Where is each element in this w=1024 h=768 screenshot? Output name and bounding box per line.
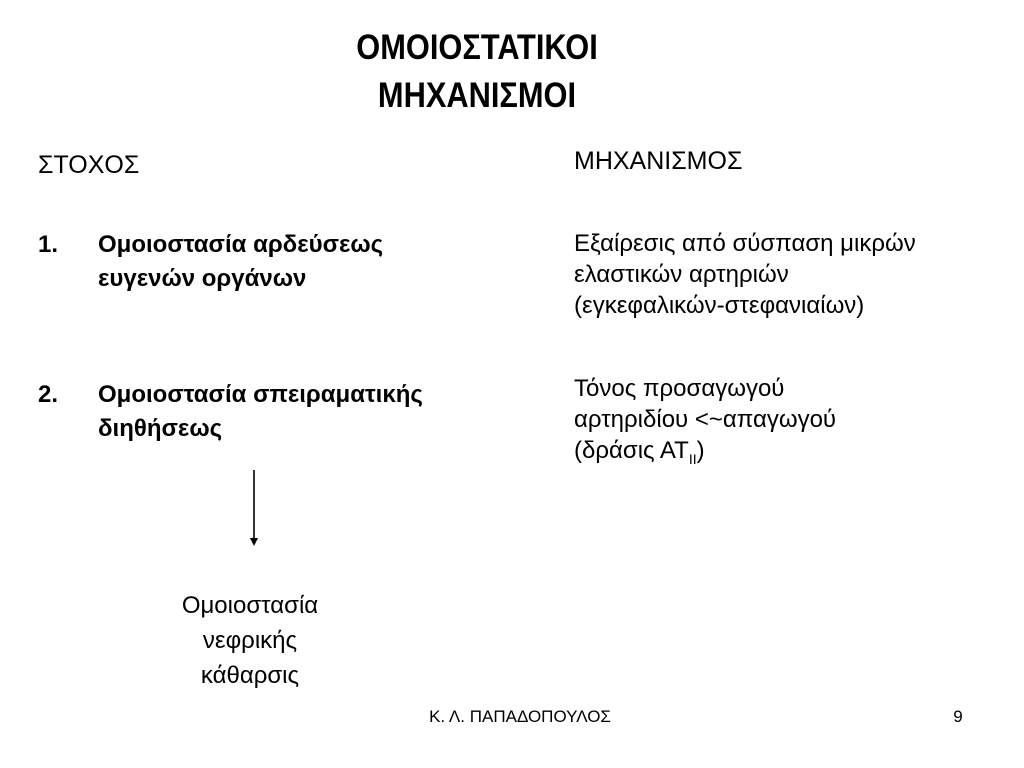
goal-text-line2: ευγενών οργάνων (98, 265, 307, 292)
goal-number: 2. (38, 381, 59, 408)
result-line2: νεφρικής (202, 627, 298, 654)
goal-column-heading: ΣΤΟΧΟΣ (38, 151, 140, 179)
mechanism-line3: (εγκεφαλικών-στεφανιαίων) (574, 292, 865, 319)
goal-text (98, 378, 538, 446)
result-line3: κάθαρσις (200, 662, 300, 689)
goal-number: 1. (38, 231, 59, 258)
mechanism-item-1 (574, 228, 1014, 321)
mechanism-line1: Τόνος προσαγωγού (574, 375, 785, 402)
mechanism-line1: Εξαίρεσις από σύσπαση μικρών (574, 230, 916, 257)
goal-text (98, 228, 538, 296)
mechanism-line2: αρτηριδίου <~απαγωγού (574, 406, 837, 433)
renal-clearance-result (120, 588, 380, 693)
result-line1: Ομοιοστασία (181, 592, 319, 619)
mechanism-item-2 (574, 373, 1014, 466)
mechanism-line3 (574, 435, 1014, 466)
slide-title-line2: ΜΗΧΑΝΙΣΜΟΙ (377, 76, 577, 115)
goal-text-line1: Ομοιοστασία αρδεύσεως (98, 231, 384, 258)
mechanism-line3-suffix: ) (696, 437, 705, 464)
angiotensin-subscript: II (688, 450, 697, 467)
goal-text-line2: διηθήσεως (98, 415, 223, 442)
slide-title-line1: ΟΜΟΙΟΣΤΑΤΙΚΟΙ (356, 28, 598, 67)
footer-author: Κ. Λ. ΠΑΠΑΔΟΠΟΥΛΟΣ (429, 707, 611, 726)
mechanism-line2: ελαστικών αρτηριών (574, 261, 789, 288)
page-number: 9 (953, 707, 963, 726)
slide-title (244, 24, 710, 120)
goal-text-line1: Ομοιοστασία σπειραματικής (98, 381, 423, 408)
mechanism-line3-prefix: (δράσις ΑΤ (574, 437, 689, 464)
down-arrow-icon (240, 470, 270, 550)
arrow-head (250, 538, 258, 546)
mechanism-column-heading: ΜΗΧΑΝΙΣΜΟΣ (574, 147, 743, 175)
